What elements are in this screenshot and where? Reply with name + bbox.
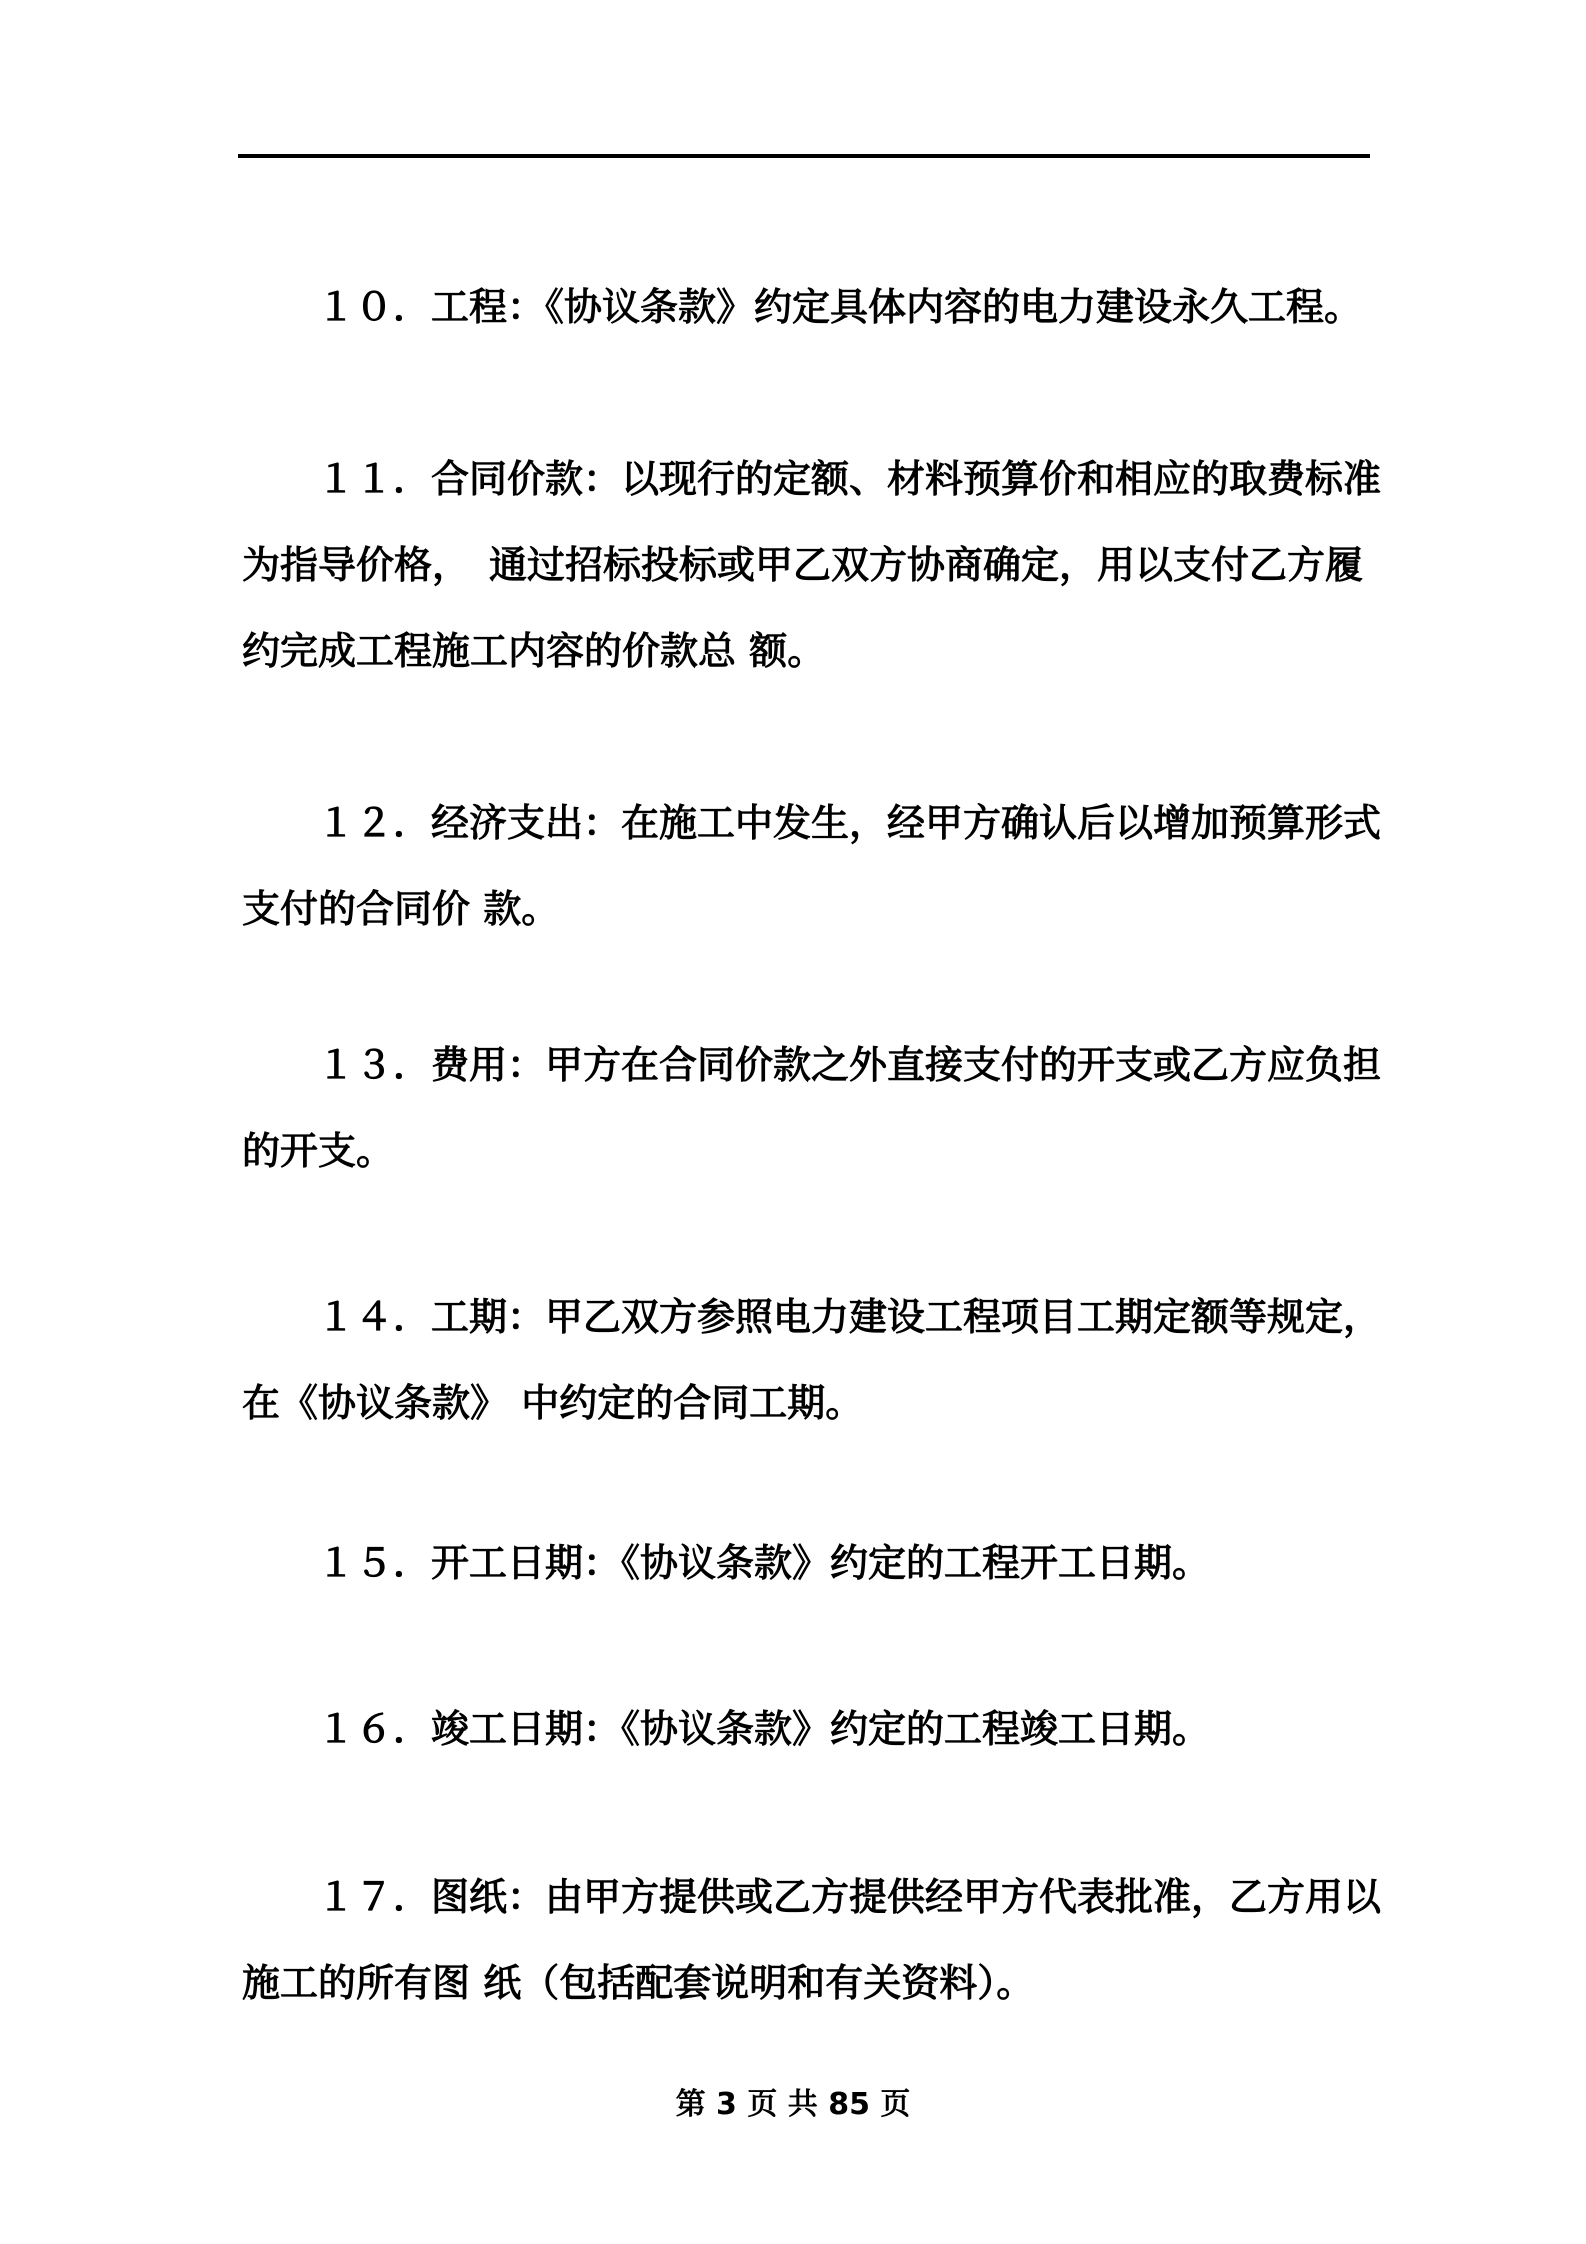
clause-12-paragraph [242,780,1382,952]
paragraph-line: １６．竣工日期：《协议条款》约定的工程竣工日期。 [317,1707,1211,1751]
paragraph-line: 为指导价格， 通过招标投标或甲乙双方协商确定，用以支付乙方履 [242,543,1364,587]
paragraph-line: 施工的所有图 纸（包括配套说明和有关资料）。 [242,1961,1035,2005]
paragraph-line: 在《协议条款》 中约定的合同工期。 [242,1381,864,1425]
clause-13-paragraph [242,1022,1382,1194]
clause-15-paragraph [242,1520,1363,1606]
paragraph-line: １２．经济支出：在施工中发生，经甲方确认后以增加预算形式 [317,801,1382,845]
clause-17-paragraph [242,1854,1382,2026]
paragraph-line: 的开支。 [242,1129,395,1173]
paragraph-line: １４．工期：甲乙双方参照电力建设工程项目工期定额等规定， [317,1295,1382,1339]
page-footer [0,2085,1586,2125]
paragraph-line: １７．图纸：由甲方提供或乙方提供经甲方代表批准，乙方用以 [317,1875,1382,1919]
page-number-text: 第 3 页 共 85 页 [675,2087,911,2122]
paragraph-line: １３．费用：甲方在合同价款之外直接支付的开支或乙方应负担 [317,1043,1382,1087]
paragraph-line: １０．工程：《协议条款》约定具体内容的电力建设永久工程。 [317,285,1363,329]
paragraph-line: １５．开工日期：《协议条款》约定的工程开工日期。 [317,1541,1211,1585]
paragraph-line: 支付的合同价 款。 [242,887,560,931]
clause-14-paragraph [242,1274,1382,1446]
paragraph-line: １１．合同价款：以现行的定额、材料预算价和相应的取费标准 [317,457,1382,501]
header-divider-line [238,154,1370,158]
clause-11-paragraph [242,436,1382,694]
clause-16-paragraph [242,1686,1363,1772]
paragraph-line: 约完成工程施工内容的价款总 额。 [242,629,826,673]
clause-10-paragraph [242,264,1363,350]
